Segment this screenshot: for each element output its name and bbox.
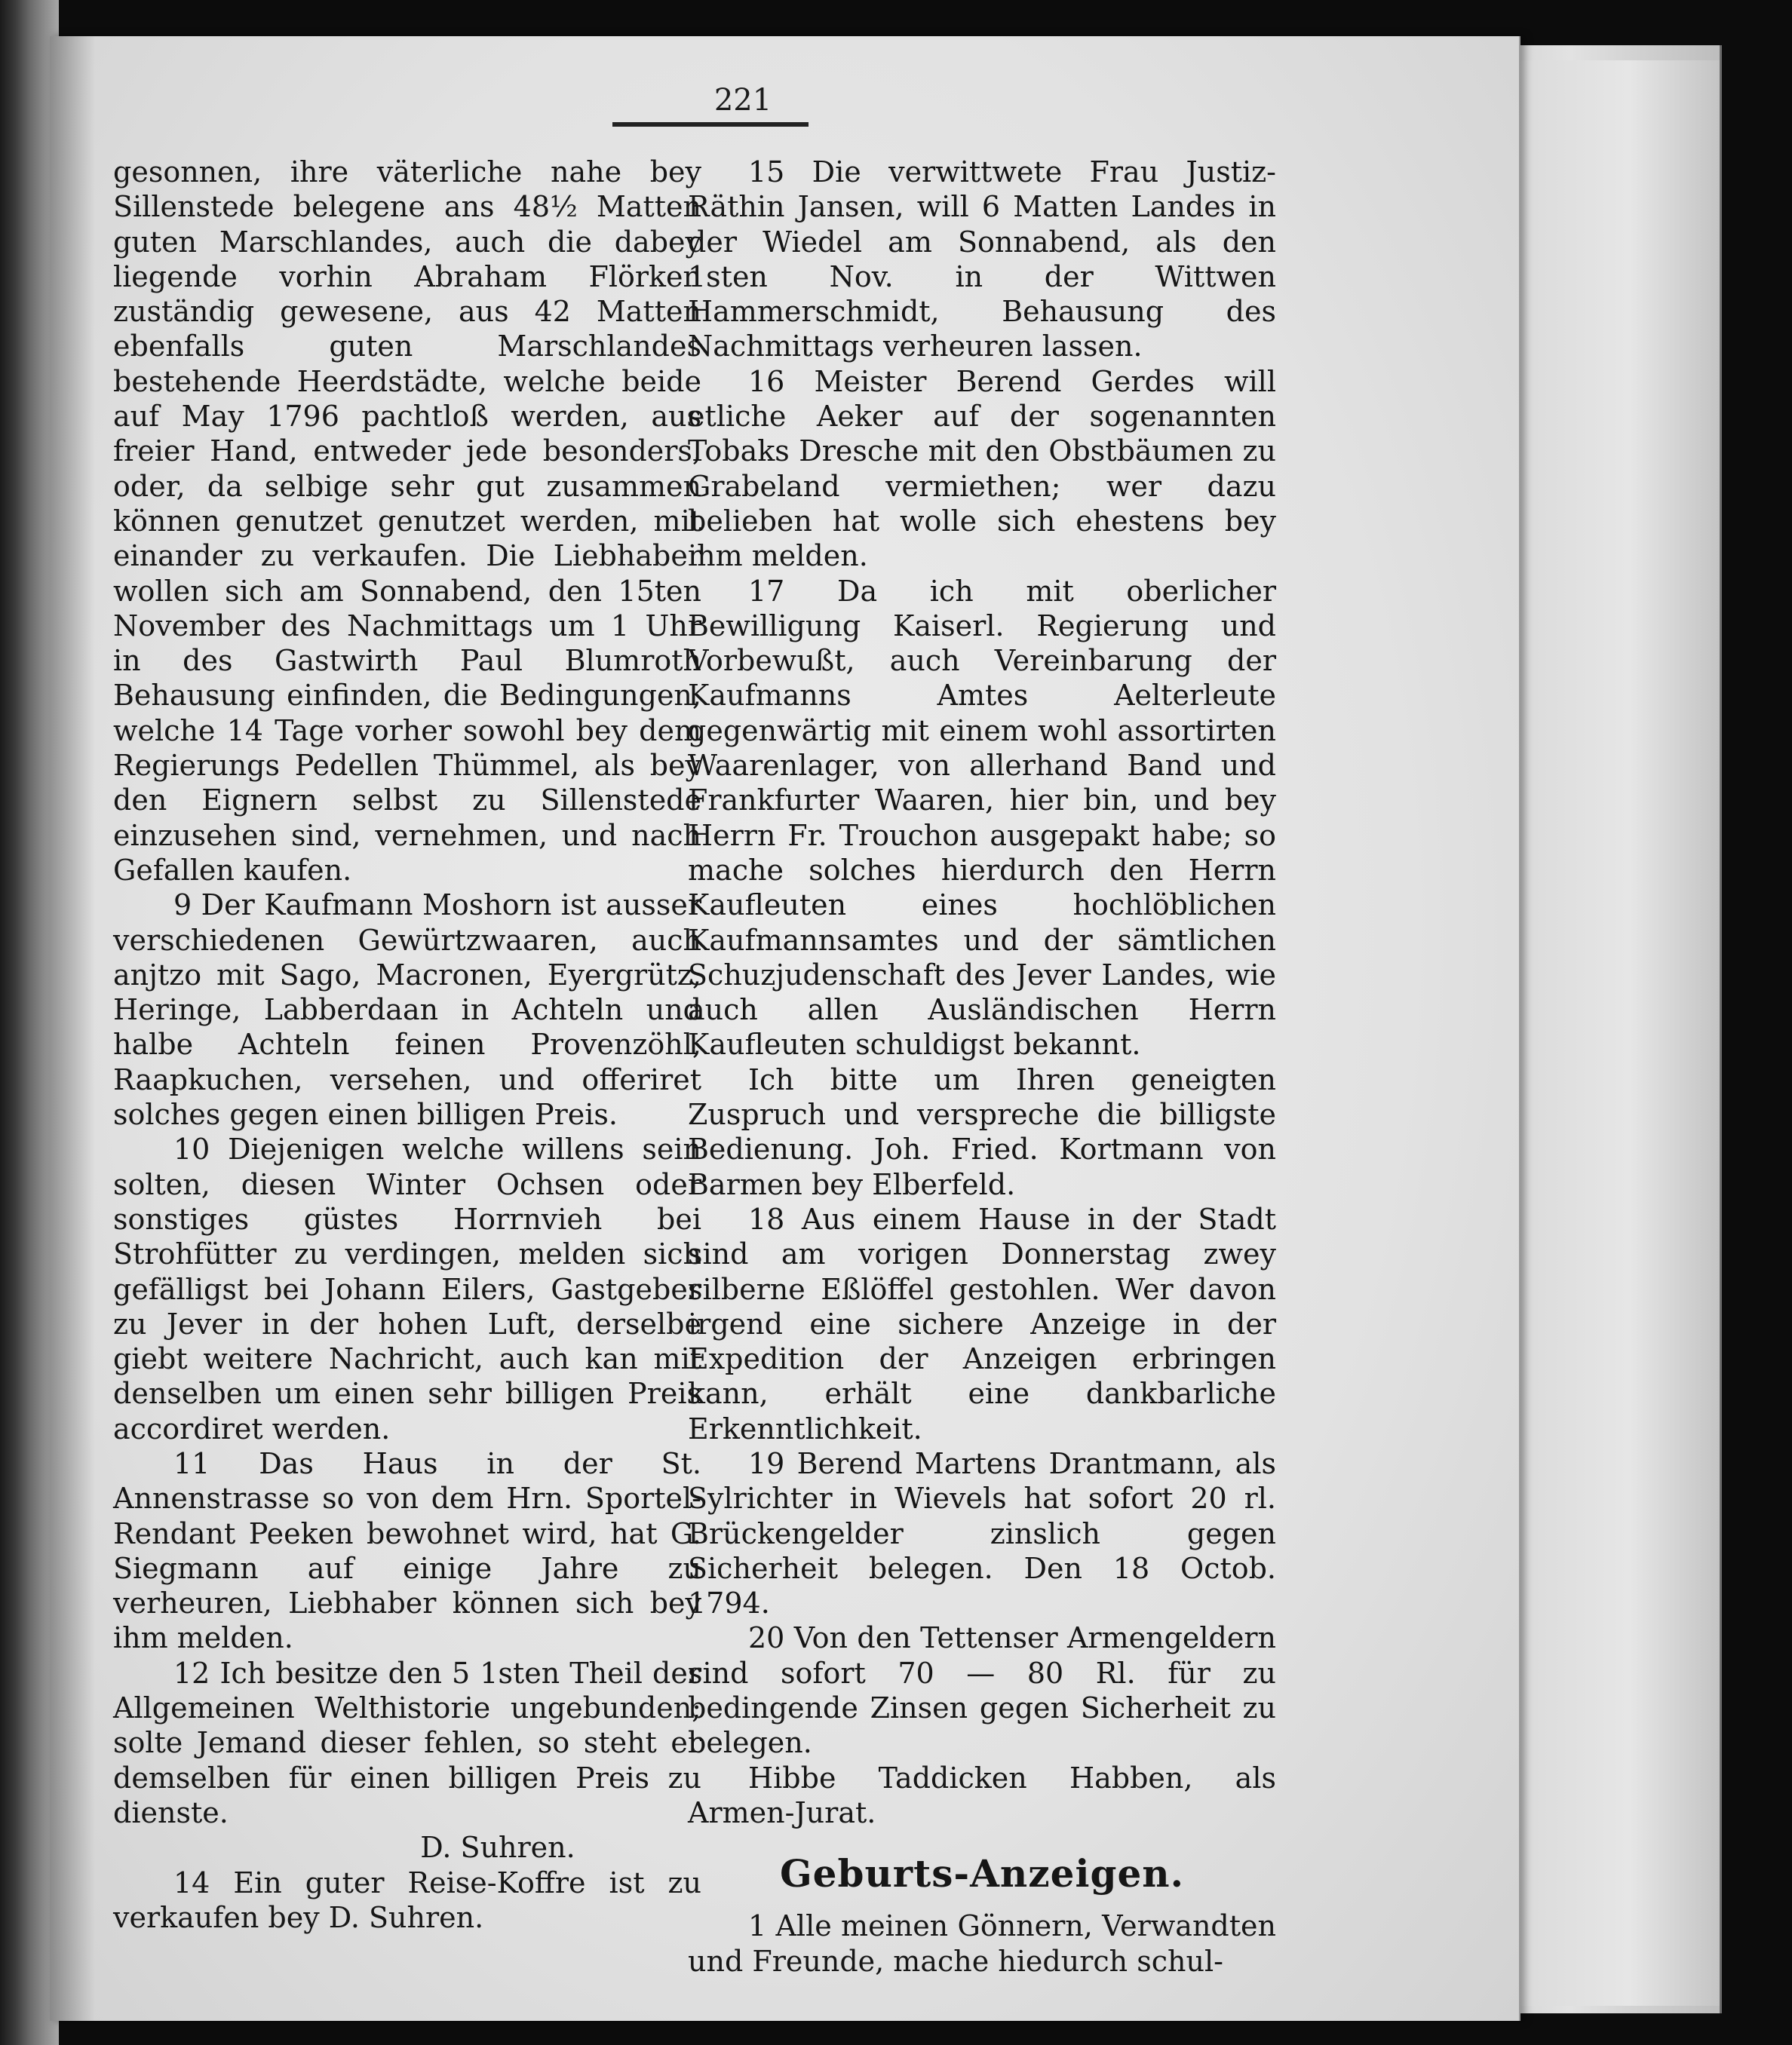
notice-18: 18 Aus einem Hause in der Stadt sind am vorigen Donnerstag zwey silberne Eßlöffel gestohlen. Wer davon irgend eine sichere Anzeige in der Expedition der Anzeigen erbringen kann, erhält eine dankbarliche Erkenntlichkeit. xyxy=(688,1202,1276,1446)
notice-9: 9 Der Kaufmann Moshorn ist ausser verschiedenen Gewürtzwaaren, auch anjtzo mit Sago, Macronen, Eyergrütz, Heringe, Labberdaan in Achteln und halbe Achteln feinen Provenzöhl, Raapkuchen, versehen, und offeriret solches gegen einen billigen Preis. xyxy=(113,888,701,1132)
notice-10: 10 Diejenigen welche willens sein solten, diesen Winter Ochsen oder sonstiges güstes Horrnvieh bei Strohfütter zu verdingen, melden sich gefälligst bei Johann Eilers, Gastgeber zu Jever in der hohen Luft, derselbe giebt weitere Nachricht, auch kan mit denselben um einen sehr billigen Preis accordiret werden. xyxy=(113,1133,701,1446)
notice-17: 17 Da ich mit oberlicher Bewilligung Kaiserl. Regierung und Vorbewußt, auch Vereinbarung der Kaufmanns Amtes Aelterleute gegenwärtig mit einem wohl assortirten Waarenlager, von allerhand Band und Frankfurter Waaren, hier bin, und bey Herrn Fr. Trouchon ausgepakt habe; so mache solches hierdurch den Herrn Kaufleuten eines hochlöblichen Kaufmannsamtes und der sämtlichen Schuzjudenschaft des Jever Landes, wie auch allen Ausländischen Herrn Kaufleuten schuldigst bekannt. xyxy=(688,574,1276,1062)
birth-notice-1: 1 Alle meinen Gönnern, Verwandten und Freunde, mache hiedurch schul- xyxy=(688,1909,1276,1978)
left-column xyxy=(113,155,701,1935)
notice-19: 19 Berend Martens Drantmann, als Sylrichter in Wievels hat sofort 20 rl. Brückengelder zinslich gegen Sicherheit belegen. Den 18 Octob. 1794. xyxy=(688,1446,1276,1620)
notice-14: 14 Ein guter Reise-Koffre ist zu verkaufen bey D. Suhren. xyxy=(113,1866,701,1934)
gutter-shadow xyxy=(50,36,95,2021)
right-column xyxy=(688,155,1276,1979)
notice-17-continued: Ich bitte um Ihren geneigten Zuspruch und verspreche die billigste Bedienung. Joh. Fried. Kortmann von Barmen bey Elberfeld. xyxy=(688,1062,1276,1201)
page-stack-edge-inner xyxy=(1493,60,1722,2006)
notice-12-signature: D. Suhren. xyxy=(420,1831,575,1865)
notice-continued: gesonnen, ihre väterliche nahe bey Sillenstede belegene ans 48½ Matten guten Marschlandes, auch die dabey liegende vorhin Abraham Flörken zuständig gewesene, aus 42 Matten ebenfalls guten Marschlandes bestehende Heerdstädte, welche beide auf May 1796 pachtloß werden, aus freier Hand, entweder jede besonders, oder, da selbige sehr gut zusammen können genutzet genutzet werden, mit einander zu verkaufen. Die Liebhaber wollen sich am Sonnabend, den 15ten November des Nachmittags um 1 Uhr in des Gastwirth Paul Blumroth Behausung einfinden, die Bedingungen, welche 14 Tage vorher sowohl bey dem Regierungs Pedellen Thümmel, als bey den Eignern selbst zu Sillenstede einzusehen sind, vernehmen, und nach Gefallen kaufen. xyxy=(113,155,701,887)
page-number: 221 xyxy=(713,83,772,118)
notice-11: 11 Das Haus in der St. Annenstrasse so von dem Hrn. Sportel-Rendant Peeken bewohnet wird, hat G. Siegmann auf einige Jahre zu verheuren, Liebhaber können sich bey ihm melden. xyxy=(113,1446,701,1655)
section-heading-births: Geburts-Anzeigen. xyxy=(779,1851,1185,1896)
notice-15: 15 Die verwittwete Frau Justiz-Räthin Jansen, will 6 Matten Landes in der Wiedel am Sonnabend, als den 1sten Nov. in der Wittwen Hammerschmidt, Behausung des Nachmittags verheuren lassen. xyxy=(688,155,1276,363)
notice-12: 12 Ich besitze den 5 1sten Theil der Allgemeinen Welthistorie ungebunden; solte Jemand dieser fehlen, so steht er demselben für einen billigen Preis zu dienste. xyxy=(113,1656,701,1829)
header-rule xyxy=(612,122,809,127)
notice-16: 16 Meister Berend Gerdes will etliche Aeker auf der sogenannten Tobaks Dresche mit den Obstbäumen zu Grabeland vermiethen; wer dazu belieben hat wolle sich ehestens bey ihm melden. xyxy=(688,364,1276,573)
notice-20-signature: Hibbe Taddicken Habben, als Armen-Jurat. xyxy=(688,1761,1276,1829)
notice-20: 20 Von den Tettenser Armengeldern sind sofort 70 — 80 Rl. für zu bedingende Zinsen gegen Sicherheit zu belegen. xyxy=(688,1621,1276,1760)
